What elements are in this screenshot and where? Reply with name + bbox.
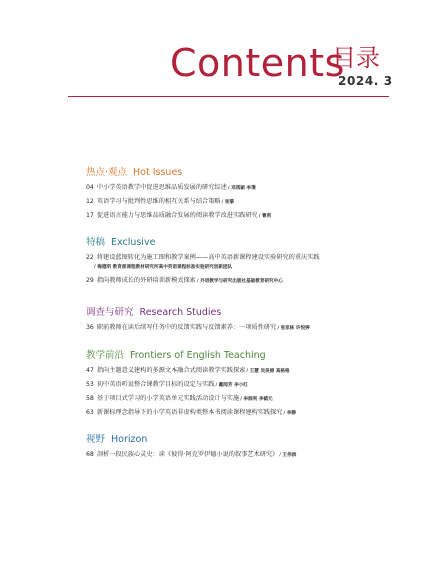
section-title-en: Horizon (111, 434, 148, 445)
entry-title: 促进语言能力与思维品质融合发展的阅读教学改进实践研究 (96, 212, 258, 219)
page-number: 63 (86, 409, 94, 416)
page-number: 58 (86, 395, 94, 402)
contents-title-cn: 目录 (332, 44, 380, 72)
entry-author: / 王伟滨 (279, 453, 297, 458)
toc-entry[interactable] (86, 324, 406, 333)
section-hot-issues (86, 167, 406, 226)
section-title (86, 237, 406, 249)
section-research-studies (86, 307, 406, 338)
entry-author: / 外语教学与研究出版社基础教育研究中心 (196, 279, 283, 284)
section-exclusive (86, 237, 406, 291)
entry-author: / 戴闻芳 李小红 (215, 383, 248, 388)
page-number: 47 (86, 367, 94, 374)
toc-entry[interactable] (86, 451, 406, 460)
toc-entry[interactable] (86, 409, 406, 418)
section-title (86, 350, 406, 362)
page-number: 68 (86, 451, 94, 458)
entry-author: / 张黎 (221, 200, 235, 205)
entry-author: / 张家栋 许悦婷 (277, 326, 310, 331)
toc-entry[interactable] (86, 212, 406, 221)
page-number: 36 (86, 324, 94, 331)
section-frontiers (86, 350, 406, 423)
page-number: 22 (86, 254, 94, 261)
toc-entry[interactable] (86, 254, 406, 262)
entry-author: / 邓鸿颖 李璟 (227, 186, 256, 191)
section-title-cn: 教学前沿 (86, 350, 125, 361)
entry-author: / 曹莉 (258, 214, 272, 219)
toc-entry[interactable] (86, 381, 406, 390)
page-number: 29 (86, 277, 94, 284)
section-title-en: Exclusive (111, 237, 156, 248)
page-number: 53 (86, 381, 94, 388)
section-title-en: Research Studies (139, 307, 222, 318)
section-title (86, 434, 406, 446)
entry-title: 基于项目式学习的小学英语单元实践活动设计与实施 (96, 395, 240, 402)
toc-entry[interactable] (86, 198, 406, 207)
page-number: 17 (86, 212, 94, 219)
entry-author: / 李静 (283, 411, 296, 416)
toc-entry[interactable] (86, 277, 406, 286)
section-title (86, 167, 406, 179)
section-title-cn: 视野 (86, 434, 106, 445)
page-number: 04 (86, 184, 94, 191)
entry-author: / 李润利 李鹤元 (240, 397, 273, 402)
entry-title: 新课标理念指导下的小学英语非虚构类整本书阅读课程建构实践探究 (96, 409, 283, 416)
entry-title: 英语学习与批判性思维的相互关系与结合策略 (96, 198, 221, 205)
toc-entry[interactable] (86, 184, 406, 193)
entry-title: 将建设蓝图转化为施工图和教学案例——高中英语新课程建设实验研究的重庆实践 (96, 254, 320, 261)
section-title-cn: 特稿 (86, 237, 106, 248)
toc-entry[interactable] (86, 395, 406, 404)
entry-title: 剖析一段民族心灵史：读《彼得·阿克罗伊德小说的叙事艺术研究》 (96, 451, 279, 458)
entry-title: 指向教师成长的外研培训新模式探索 (96, 277, 196, 284)
entry-title: 初中英语听说整合课教学目标的设定与实践 (96, 381, 215, 388)
section-title-cn: 热点·观点 (86, 167, 128, 178)
section-title-cn: 调查与研究 (86, 307, 134, 318)
entry-title: 中小学英语教学中促进思维品质发展的研究综述 (96, 184, 227, 191)
section-title (86, 307, 406, 319)
contents-title: Contents (170, 41, 345, 85)
issue-number: 2024. 3 (338, 74, 393, 88)
header (0, 0, 427, 110)
section-title-en: Hot Issues (133, 167, 183, 178)
section-horizon (86, 434, 406, 465)
toc-entry[interactable] (86, 367, 406, 376)
header-divider (68, 96, 389, 97)
entry-title: 职前教师在读后续写任务中的反馈实践与反馈素养：一项质性研究 (96, 324, 277, 331)
entry-author: / 王慧 吴美丽 高格格 (246, 369, 290, 374)
entry-title: 指向主题意义建构的多源文本融合式阅读教学实践探索 (96, 367, 246, 374)
section-title-en: Frontiers of English Teaching (130, 350, 266, 361)
entry-author: / 梅德明 教育部课程教材研究所高中英语课程标准实验研究创新团队 (94, 265, 233, 270)
page-number: 12 (86, 198, 94, 205)
